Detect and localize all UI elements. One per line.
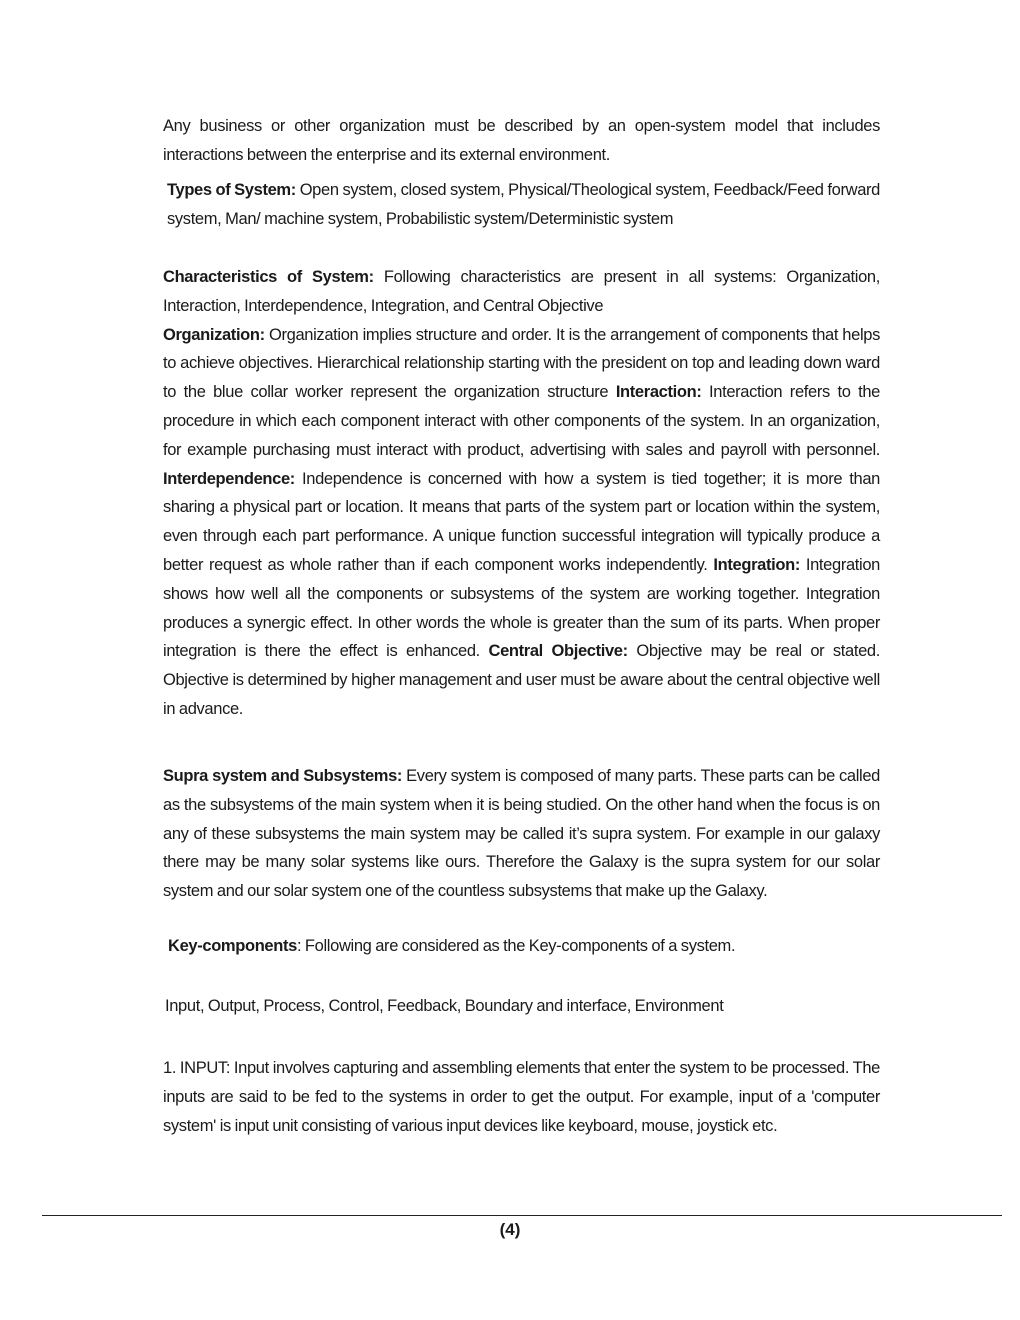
- central-objective-text: Objective may be real or stated. Objective is determined by higher management and user must be aware about the central objective well in advance.: [163, 642, 880, 718]
- characteristics-text: Following characteristics are present in all systems: Organization, Interaction, Interdependence, Integration, and Central Objective: [163, 268, 880, 315]
- paragraph-characteristics: [163, 263, 880, 724]
- organization-text: Organization implies structure and order. It is the arrangement of components that helps to achieve objectives. Hierarchical relationship starting with the president on top and leading down ward to the blue collar worker represent the organization structure: [163, 325, 880, 402]
- interaction-text: Interaction refers to the procedure in which each component interact with other components of the system. In an organization, for example purchasing must interact with product, advertising with sales and payroll with personnel.: [163, 383, 880, 459]
- supra-system-label: Supra system and Subsystems:: [163, 767, 403, 785]
- paragraph-types-of-system: [167, 176, 880, 234]
- paragraph-open-system: Any business or other organization must be described by an open-system model that includes interactions between the enterprise and its external environment.: [163, 117, 880, 164]
- footer-rule: [42, 1215, 1002, 1216]
- paragraph-supra-system: [163, 762, 880, 906]
- paragraph-key-components: [168, 932, 880, 961]
- paragraph-input: 1. INPUT: Input involves capturing and assembling elements that enter the system to be processed. The inputs are said to be fed to the systems in order to get the output. For example, input of a 'computer system' is input unit consisting of various input devices like keyboard, mouse, joystick etc.: [163, 1059, 880, 1135]
- components-list: Input, Output, Process, Control, Feedback, Boundary and interface, Environment: [165, 997, 724, 1015]
- interdependence-text: Independence is concerned with how a system is tied together; it is more than sharing a physical part or location. It means that parts of the system part or location within the system, even through each part performance. A unique function successful integration will typically produce a better request as whole rather than if each component works independently.: [163, 469, 880, 574]
- interaction-label: Interaction:: [615, 383, 702, 402]
- types-of-system-text: Open system, closed system, Physical/Theological system, Feedback/Feed forward system, Man/ machine system, Probabilistic system/Deterministic system: [167, 181, 880, 228]
- page-number: (4): [499, 1220, 521, 1239]
- organization-label: Organization:: [163, 325, 265, 344]
- central-objective-label: Central Objective:: [488, 642, 628, 661]
- key-components-label: Key-components: [168, 937, 297, 955]
- interdependence-label: Interdependence:: [163, 469, 295, 488]
- integration-label: Integration:: [713, 555, 800, 574]
- characteristics-label: Characteristics of System:: [163, 268, 374, 286]
- integration-text: Integration shows how well all the components or subsystems of the system are working together. Integration produces a synergic effect. In other words the whole is greater than the sum of its parts. When proper integration is there the effect is enhanced.: [163, 555, 880, 661]
- types-of-system-label: Types of System:: [167, 181, 296, 199]
- key-components-text: : Following are considered as the Key-components of a system.: [296, 937, 736, 955]
- supra-system-text: Every system is composed of many parts. These parts can be called as the subsystems of the main system when it is being studied. On the other hand when the focus is on any of these subsystems the main system may be called it’s supra system. For example in our galaxy there may be many solar systems like ours. Therefore the Galaxy is the supra system for our solar system and our solar system one of the countless subsystems that make up the Galaxy.: [163, 767, 880, 901]
